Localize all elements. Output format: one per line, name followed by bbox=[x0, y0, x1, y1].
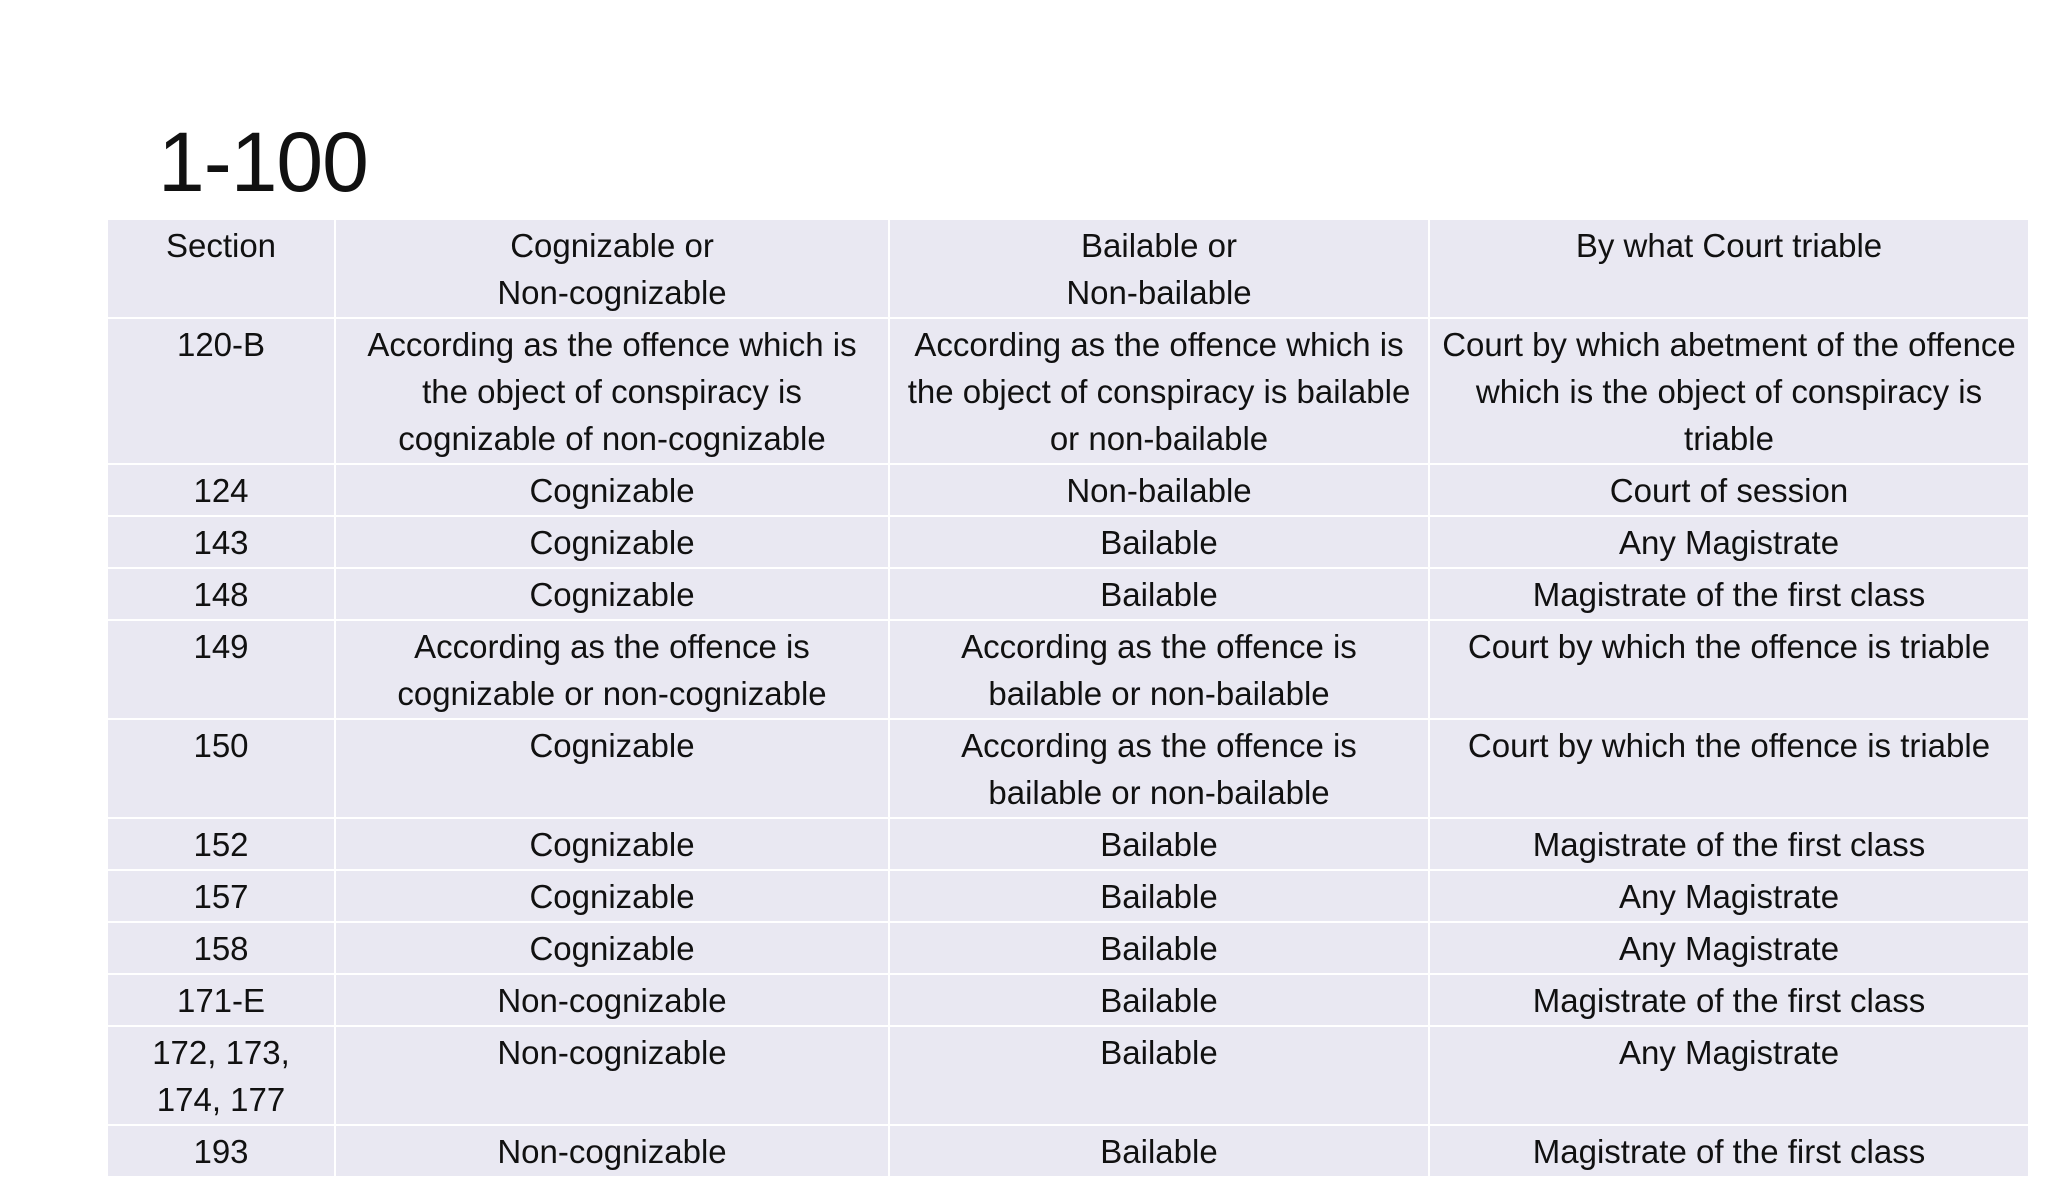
slide-title: 1-100 bbox=[158, 115, 368, 209]
cell-cognizable: According as the offence which is the object of conspiracy is cognizable of non-cognizable bbox=[335, 318, 889, 464]
cell-court: Court by which abetment of the offence which is the object of conspiracy is triable bbox=[1429, 318, 2029, 464]
table-row bbox=[107, 922, 2029, 974]
cell-court: Magistrate of the first class bbox=[1429, 974, 2029, 1026]
table-row bbox=[107, 1026, 2029, 1125]
cell-section: 148 bbox=[107, 568, 335, 620]
cell-bailable: Bailable bbox=[889, 568, 1429, 620]
cell-court: Court by which the offence is triable bbox=[1429, 620, 2029, 719]
offence-classification-table bbox=[106, 218, 2030, 1178]
cell-cognizable: Non-cognizable bbox=[335, 1125, 889, 1177]
cell-bailable: According as the offence which is the object of conspiracy is bailable or non-bailable bbox=[889, 318, 1429, 464]
cell-court: Magistrate of the first class bbox=[1429, 818, 2029, 870]
cell-bailable: Bailable bbox=[889, 922, 1429, 974]
cell-section: 143 bbox=[107, 516, 335, 568]
cell-bailable: Bailable bbox=[889, 1026, 1429, 1125]
header-court: By what Court triable bbox=[1429, 219, 2029, 318]
cell-cognizable: Cognizable bbox=[335, 464, 889, 516]
cell-court: Magistrate of the first class bbox=[1429, 568, 2029, 620]
table-row bbox=[107, 516, 2029, 568]
cell-bailable: According as the offence is bailable or non-bailable bbox=[889, 620, 1429, 719]
cell-cognizable: Cognizable bbox=[335, 516, 889, 568]
cell-court: Any Magistrate bbox=[1429, 516, 2029, 568]
cell-section: 152 bbox=[107, 818, 335, 870]
table-row bbox=[107, 818, 2029, 870]
table-row bbox=[107, 974, 2029, 1026]
cell-bailable: Bailable bbox=[889, 1125, 1429, 1177]
cell-cognizable: Cognizable bbox=[335, 922, 889, 974]
cell-court: Court by which the offence is triable bbox=[1429, 719, 2029, 818]
cell-cognizable: Non-cognizable bbox=[335, 1026, 889, 1125]
header-cognizable: Cognizable or Non-cognizable bbox=[335, 219, 889, 318]
cell-section: 171-E bbox=[107, 974, 335, 1026]
cell-court: Magistrate of the first class bbox=[1429, 1125, 2029, 1177]
cell-cognizable: Cognizable bbox=[335, 719, 889, 818]
cell-cognizable: According as the offence is cognizable or non-cognizable bbox=[335, 620, 889, 719]
cell-cognizable: Non-cognizable bbox=[335, 974, 889, 1026]
cell-section: 150 bbox=[107, 719, 335, 818]
cell-bailable: Bailable bbox=[889, 974, 1429, 1026]
table-row bbox=[107, 568, 2029, 620]
cell-bailable: Bailable bbox=[889, 516, 1429, 568]
cell-court: Any Magistrate bbox=[1429, 870, 2029, 922]
cell-section: 193 bbox=[107, 1125, 335, 1177]
table-header-row bbox=[107, 219, 2029, 318]
cell-section: 149 bbox=[107, 620, 335, 719]
table-row bbox=[107, 318, 2029, 464]
cell-section: 120-B bbox=[107, 318, 335, 464]
table-row bbox=[107, 1125, 2029, 1177]
cell-cognizable: Cognizable bbox=[335, 568, 889, 620]
header-bailable: Bailable or Non-bailable bbox=[889, 219, 1429, 318]
cell-section: 158 bbox=[107, 922, 335, 974]
cell-section: 172, 173, 174, 177 bbox=[107, 1026, 335, 1125]
cell-court: Any Magistrate bbox=[1429, 1026, 2029, 1125]
cell-section: 157 bbox=[107, 870, 335, 922]
cell-court: Court of session bbox=[1429, 464, 2029, 516]
cell-bailable: Bailable bbox=[889, 870, 1429, 922]
table-row bbox=[107, 620, 2029, 719]
header-section: Section bbox=[107, 219, 335, 318]
cell-cognizable: Cognizable bbox=[335, 818, 889, 870]
cell-bailable: Non-bailable bbox=[889, 464, 1429, 516]
table-row bbox=[107, 719, 2029, 818]
cell-court: Any Magistrate bbox=[1429, 922, 2029, 974]
cell-bailable: According as the offence is bailable or non-bailable bbox=[889, 719, 1429, 818]
cell-bailable: Bailable bbox=[889, 818, 1429, 870]
table-row bbox=[107, 464, 2029, 516]
cell-cognizable: Cognizable bbox=[335, 870, 889, 922]
table-row bbox=[107, 870, 2029, 922]
cell-section: 124 bbox=[107, 464, 335, 516]
